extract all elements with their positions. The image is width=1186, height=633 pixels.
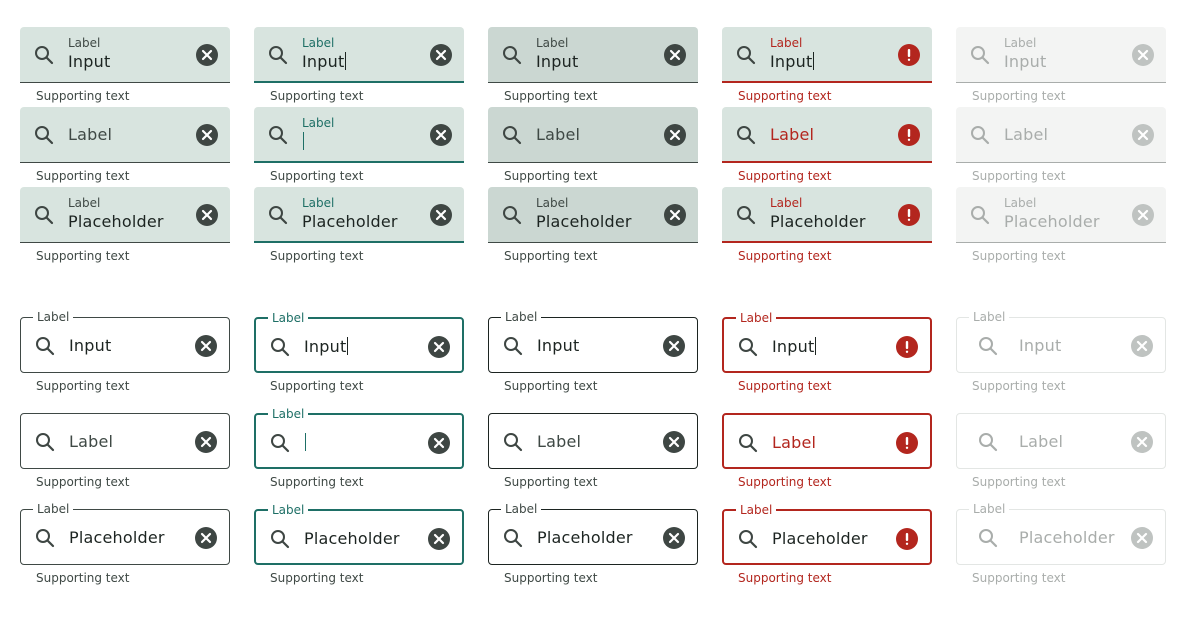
clear-icon[interactable]	[430, 204, 452, 226]
filled-text-field-input-enabled[interactable]	[20, 27, 230, 103]
supporting-text: Supporting text	[36, 249, 130, 263]
outlined-text-field-input-hovered[interactable]	[488, 310, 698, 393]
search-icon	[968, 123, 992, 147]
field-container[interactable]	[722, 311, 932, 373]
label-text: Label	[69, 432, 114, 451]
field-value	[302, 132, 304, 151]
field-value	[1019, 528, 1115, 547]
error-icon	[898, 44, 920, 66]
placeholder-text: Placeholder	[537, 528, 633, 547]
text-cursor	[815, 337, 816, 355]
search-icon	[976, 334, 1000, 358]
clear-icon	[1131, 335, 1153, 357]
field-label: Label	[501, 501, 541, 517]
filled-text-field-placeholder-hovered[interactable]	[488, 187, 698, 263]
clear-icon[interactable]	[430, 124, 452, 146]
filled-text-field-input-error[interactable]	[722, 27, 932, 103]
search-icon	[736, 431, 760, 455]
supporting-text: Supporting text	[972, 475, 1066, 489]
search-icon	[500, 203, 524, 227]
field-container[interactable]	[20, 502, 230, 565]
field-container[interactable]	[488, 187, 698, 243]
field-container	[956, 502, 1166, 565]
search-icon	[268, 431, 292, 455]
clear-icon	[1132, 44, 1154, 66]
field-container[interactable]	[722, 107, 932, 163]
field-label: Label	[268, 310, 308, 326]
field-label: Label	[302, 116, 335, 130]
field-container[interactable]	[254, 311, 464, 373]
text-cursor	[305, 433, 306, 451]
field-container[interactable]	[20, 413, 230, 469]
search-icon	[968, 43, 992, 67]
error-icon	[896, 336, 918, 358]
field-label: Label	[536, 196, 569, 210]
field-container[interactable]	[488, 310, 698, 373]
field-label: Label	[1004, 36, 1037, 50]
field-label: Label	[770, 196, 803, 210]
supporting-text: Supporting text	[972, 89, 1066, 103]
clear-icon[interactable]	[196, 44, 218, 66]
supporting-text: Supporting text	[504, 249, 598, 263]
field-label: Label	[969, 501, 1009, 517]
field-label: Label	[302, 196, 335, 210]
clear-icon[interactable]	[196, 124, 218, 146]
field-value	[537, 528, 633, 547]
search-icon	[266, 43, 290, 67]
field-value	[770, 52, 814, 71]
search-icon	[968, 203, 992, 227]
search-icon	[736, 527, 760, 551]
filled-text-field-label-only-hovered[interactable]	[488, 107, 698, 183]
field-container	[956, 187, 1166, 243]
field-value	[536, 52, 578, 71]
placeholder-text: Placeholder	[304, 529, 400, 548]
input-text: Input	[770, 52, 813, 71]
field-container[interactable]	[254, 407, 464, 469]
supporting-text: Supporting text	[504, 89, 598, 103]
outlined-text-field-placeholder-hovered[interactable]	[488, 502, 698, 585]
filled-text-field-placeholder-enabled[interactable]	[20, 187, 230, 263]
supporting-text: Supporting text	[504, 475, 598, 489]
filled-text-field-label-only-error[interactable]	[722, 107, 932, 183]
input-text: Input	[537, 336, 580, 355]
clear-icon[interactable]	[195, 335, 217, 357]
filled-text-field-input-disabled	[956, 27, 1166, 103]
search-icon	[268, 335, 292, 359]
field-container[interactable]	[20, 107, 230, 163]
supporting-text: Supporting text	[270, 249, 364, 263]
clear-icon	[1131, 527, 1153, 549]
input-text: Input	[68, 52, 111, 71]
error-icon	[896, 528, 918, 550]
supporting-text: Supporting text	[270, 89, 364, 103]
field-container[interactable]	[488, 107, 698, 163]
field-container[interactable]	[722, 413, 932, 469]
field-container[interactable]	[488, 413, 698, 469]
search-icon	[33, 334, 57, 358]
field-container[interactable]	[254, 107, 464, 163]
supporting-text: Supporting text	[270, 475, 364, 489]
input-text: Input	[536, 52, 579, 71]
search-icon	[734, 203, 758, 227]
field-value	[1004, 52, 1046, 71]
search-icon	[32, 123, 56, 147]
text-cursor	[345, 52, 346, 70]
search-icon	[500, 43, 524, 67]
field-container	[956, 413, 1166, 469]
filled-text-field-label-only-enabled[interactable]	[20, 107, 230, 183]
search-icon	[32, 203, 56, 227]
field-label: Label	[770, 125, 815, 144]
field-container[interactable]	[254, 503, 464, 565]
field-value	[68, 52, 110, 71]
field-container[interactable]	[20, 27, 230, 83]
field-label: Label	[1004, 125, 1049, 144]
outlined-text-field-label-only-error[interactable]	[722, 413, 932, 489]
filled-text-field-label-only-focused[interactable]	[254, 107, 464, 183]
field-label: Label	[536, 36, 569, 50]
field-container[interactable]	[722, 503, 932, 565]
field-value	[68, 212, 164, 231]
placeholder-text: Placeholder	[770, 212, 866, 231]
field-label: Label	[736, 310, 776, 326]
supporting-text: Supporting text	[972, 249, 1066, 263]
supporting-text: Supporting text	[972, 169, 1066, 183]
search-icon	[266, 123, 290, 147]
field-container[interactable]	[254, 27, 464, 83]
field-value	[1019, 432, 1063, 451]
field-value	[304, 529, 400, 548]
clear-icon	[1132, 124, 1154, 146]
input-text: Input	[302, 52, 345, 71]
field-container	[956, 310, 1166, 373]
field-value	[302, 52, 346, 71]
field-value	[302, 212, 398, 231]
search-icon	[268, 527, 292, 551]
field-label: Label	[302, 36, 335, 50]
outlined-text-field-input-error[interactable]	[722, 311, 932, 393]
clear-icon[interactable]	[428, 528, 450, 550]
supporting-text: Supporting text	[504, 571, 598, 585]
text-cursor	[813, 52, 814, 70]
search-icon	[266, 203, 290, 227]
label-text: Label	[537, 432, 582, 451]
field-label: Label	[68, 36, 101, 50]
clear-icon[interactable]	[430, 44, 452, 66]
supporting-text: Supporting text	[504, 379, 598, 393]
search-icon	[33, 430, 57, 454]
field-label: Label	[536, 125, 581, 144]
supporting-text: Supporting text	[36, 475, 130, 489]
placeholder-text: Placeholder	[1004, 212, 1100, 231]
placeholder-text: Placeholder	[68, 212, 164, 231]
field-value	[69, 336, 111, 355]
field-value	[772, 433, 816, 452]
field-label: Label	[268, 406, 308, 422]
field-label: Label	[33, 501, 73, 517]
outlined-text-field-input-enabled[interactable]	[20, 310, 230, 393]
outlined-text-field-placeholder-focused[interactable]	[254, 503, 464, 585]
clear-icon[interactable]	[663, 527, 685, 549]
search-icon	[736, 335, 760, 359]
field-value	[1004, 212, 1100, 231]
field-value	[69, 432, 113, 451]
field-label: Label	[268, 502, 308, 518]
error-icon	[896, 432, 918, 454]
outlined-text-field-label-only-disabled	[956, 413, 1166, 489]
field-container[interactable]	[20, 187, 230, 243]
search-icon	[976, 430, 1000, 454]
clear-icon[interactable]	[428, 432, 450, 454]
field-container[interactable]	[488, 27, 698, 83]
input-text: Input	[772, 337, 815, 356]
search-icon	[501, 526, 525, 550]
input-text: Input	[69, 336, 112, 355]
field-value	[537, 432, 581, 451]
supporting-text: Supporting text	[36, 571, 130, 585]
field-value	[537, 336, 579, 355]
clear-icon[interactable]	[664, 204, 686, 226]
input-text: Input	[1019, 336, 1062, 355]
filled-text-field-placeholder-focused[interactable]	[254, 187, 464, 263]
outlined-text-field-input-focused[interactable]	[254, 311, 464, 393]
clear-icon[interactable]	[428, 336, 450, 358]
text-cursor	[347, 337, 348, 355]
outlined-text-field-placeholder-disabled	[956, 502, 1166, 585]
supporting-text: Supporting text	[738, 475, 832, 489]
label-text: Label	[772, 433, 817, 452]
outlined-text-field-label-only-enabled[interactable]	[20, 413, 230, 489]
field-label: Label	[68, 125, 113, 144]
filled-text-field-placeholder-error[interactable]	[722, 187, 932, 263]
field-label: Label	[33, 309, 73, 325]
placeholder-text: Placeholder	[772, 529, 868, 548]
search-icon	[734, 123, 758, 147]
supporting-text: Supporting text	[36, 379, 130, 393]
supporting-text: Supporting text	[504, 169, 598, 183]
supporting-text: Supporting text	[738, 249, 832, 263]
field-container[interactable]	[722, 187, 932, 243]
clear-icon[interactable]	[664, 44, 686, 66]
filled-text-field-placeholder-disabled	[956, 187, 1166, 263]
label-text: Label	[1019, 432, 1064, 451]
clear-icon	[1131, 431, 1153, 453]
supporting-text: Supporting text	[270, 379, 364, 393]
search-icon	[500, 123, 524, 147]
input-text: Input	[1004, 52, 1047, 71]
error-icon	[898, 124, 920, 146]
placeholder-text: Placeholder	[69, 528, 165, 547]
field-container[interactable]	[254, 187, 464, 243]
placeholder-text: Placeholder	[1019, 528, 1115, 547]
outlined-text-field-placeholder-enabled[interactable]	[20, 502, 230, 585]
clear-icon[interactable]	[196, 204, 218, 226]
supporting-text: Supporting text	[270, 571, 364, 585]
field-label: Label	[770, 36, 803, 50]
filled-text-field-label-only-disabled	[956, 107, 1166, 183]
placeholder-text: Placeholder	[536, 212, 632, 231]
supporting-text: Supporting text	[270, 169, 364, 183]
field-container[interactable]	[722, 27, 932, 83]
field-container	[956, 107, 1166, 163]
outlined-text-field-label-only-hovered[interactable]	[488, 413, 698, 489]
supporting-text: Supporting text	[972, 379, 1066, 393]
clear-icon[interactable]	[195, 527, 217, 549]
supporting-text: Supporting text	[738, 169, 832, 183]
field-value	[536, 212, 632, 231]
field-value	[1019, 336, 1061, 355]
supporting-text: Supporting text	[36, 169, 130, 183]
text-cursor	[303, 132, 304, 150]
field-container[interactable]	[20, 310, 230, 373]
field-value	[304, 337, 348, 356]
field-label: Label	[68, 196, 101, 210]
search-icon	[501, 334, 525, 358]
placeholder-text: Placeholder	[302, 212, 398, 231]
field-label: Label	[501, 309, 541, 325]
outlined-text-field-input-disabled	[956, 310, 1166, 393]
supporting-text: Supporting text	[36, 89, 130, 103]
search-icon	[976, 526, 1000, 550]
field-value	[69, 528, 165, 547]
outlined-text-field-placeholder-error[interactable]	[722, 503, 932, 585]
clear-icon[interactable]	[664, 124, 686, 146]
field-value	[772, 529, 868, 548]
input-text: Input	[304, 337, 347, 356]
field-value	[772, 337, 816, 356]
field-label: Label	[736, 502, 776, 518]
supporting-text: Supporting text	[972, 571, 1066, 585]
filled-text-field-input-focused[interactable]	[254, 27, 464, 103]
error-icon	[898, 204, 920, 226]
search-icon	[734, 43, 758, 67]
supporting-text: Supporting text	[738, 379, 832, 393]
clear-icon[interactable]	[195, 431, 217, 453]
search-icon	[501, 430, 525, 454]
supporting-text: Supporting text	[738, 89, 832, 103]
search-icon	[32, 43, 56, 67]
outlined-text-field-label-only-focused[interactable]	[254, 407, 464, 489]
field-container[interactable]	[488, 502, 698, 565]
search-icon	[33, 526, 57, 550]
filled-text-field-input-hovered[interactable]	[488, 27, 698, 103]
field-label: Label	[969, 309, 1009, 325]
field-value	[770, 212, 866, 231]
supporting-text: Supporting text	[738, 571, 832, 585]
clear-icon[interactable]	[663, 431, 685, 453]
field-label: Label	[1004, 196, 1037, 210]
clear-icon[interactable]	[663, 335, 685, 357]
field-value	[304, 433, 306, 452]
field-container	[956, 27, 1166, 83]
clear-icon	[1132, 204, 1154, 226]
